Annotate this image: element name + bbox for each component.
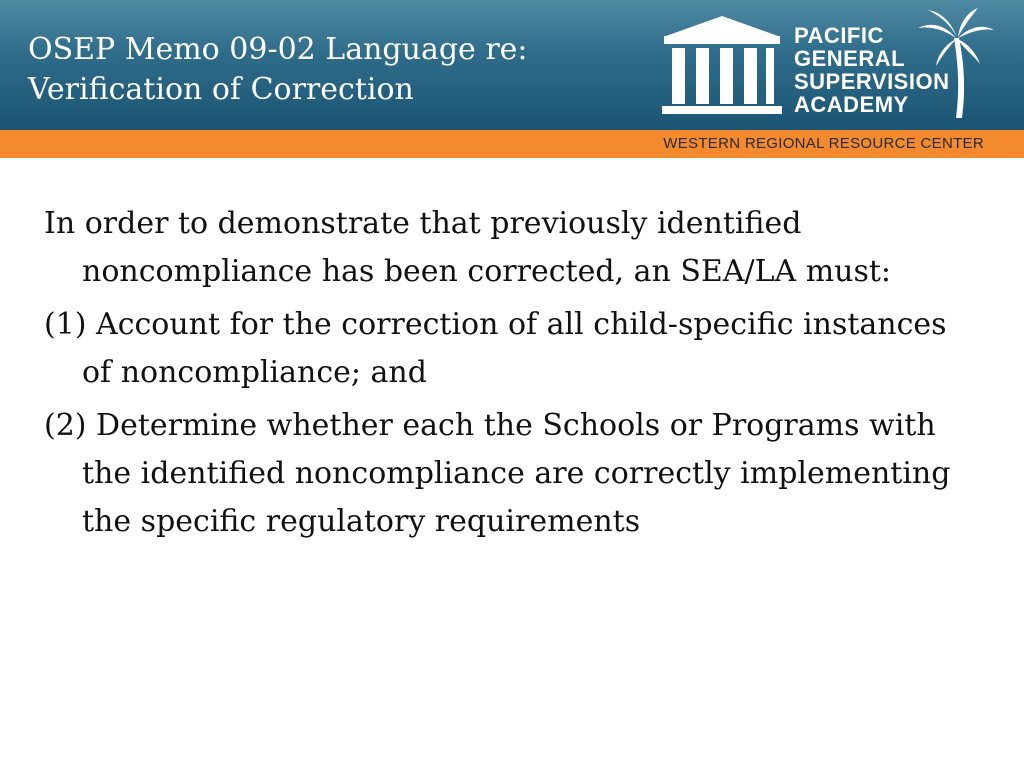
palm-tree-icon [914,8,996,118]
body-paragraph-item-2: (2) Determine whether each the Schools or Programs with the identified noncompliance are correctly implementing the specific regulatory requirements [44,408,951,539]
academy-name-line-3: SUPERVISION [794,69,950,94]
slide-title-line-1: OSEP Memo 09-02 Language re: [28,32,528,67]
slide-title [28,30,588,110]
org-name: WESTERN REGIONAL RESOURCE CENTER [663,135,984,152]
academy-name-line-1: PACIFIC [794,23,884,48]
academy-logo [658,8,998,122]
slide-title-line-2: Verification of Correction [28,72,414,107]
academy-name-line-2: GENERAL [794,46,906,71]
body-paragraph-intro: In order to demonstrate that previously identified noncompliance has been corrected, an SEA/LA must: [44,206,892,289]
temple-icon [658,14,786,118]
body-paragraph-item-1: (1) Account for the correction of all child-specific instances of noncompliance; and [44,307,947,390]
header-banner [0,0,1024,130]
academy-name-line-4: ACADEMY [794,92,909,117]
org-band [0,130,1024,158]
slide-body [44,200,984,551]
